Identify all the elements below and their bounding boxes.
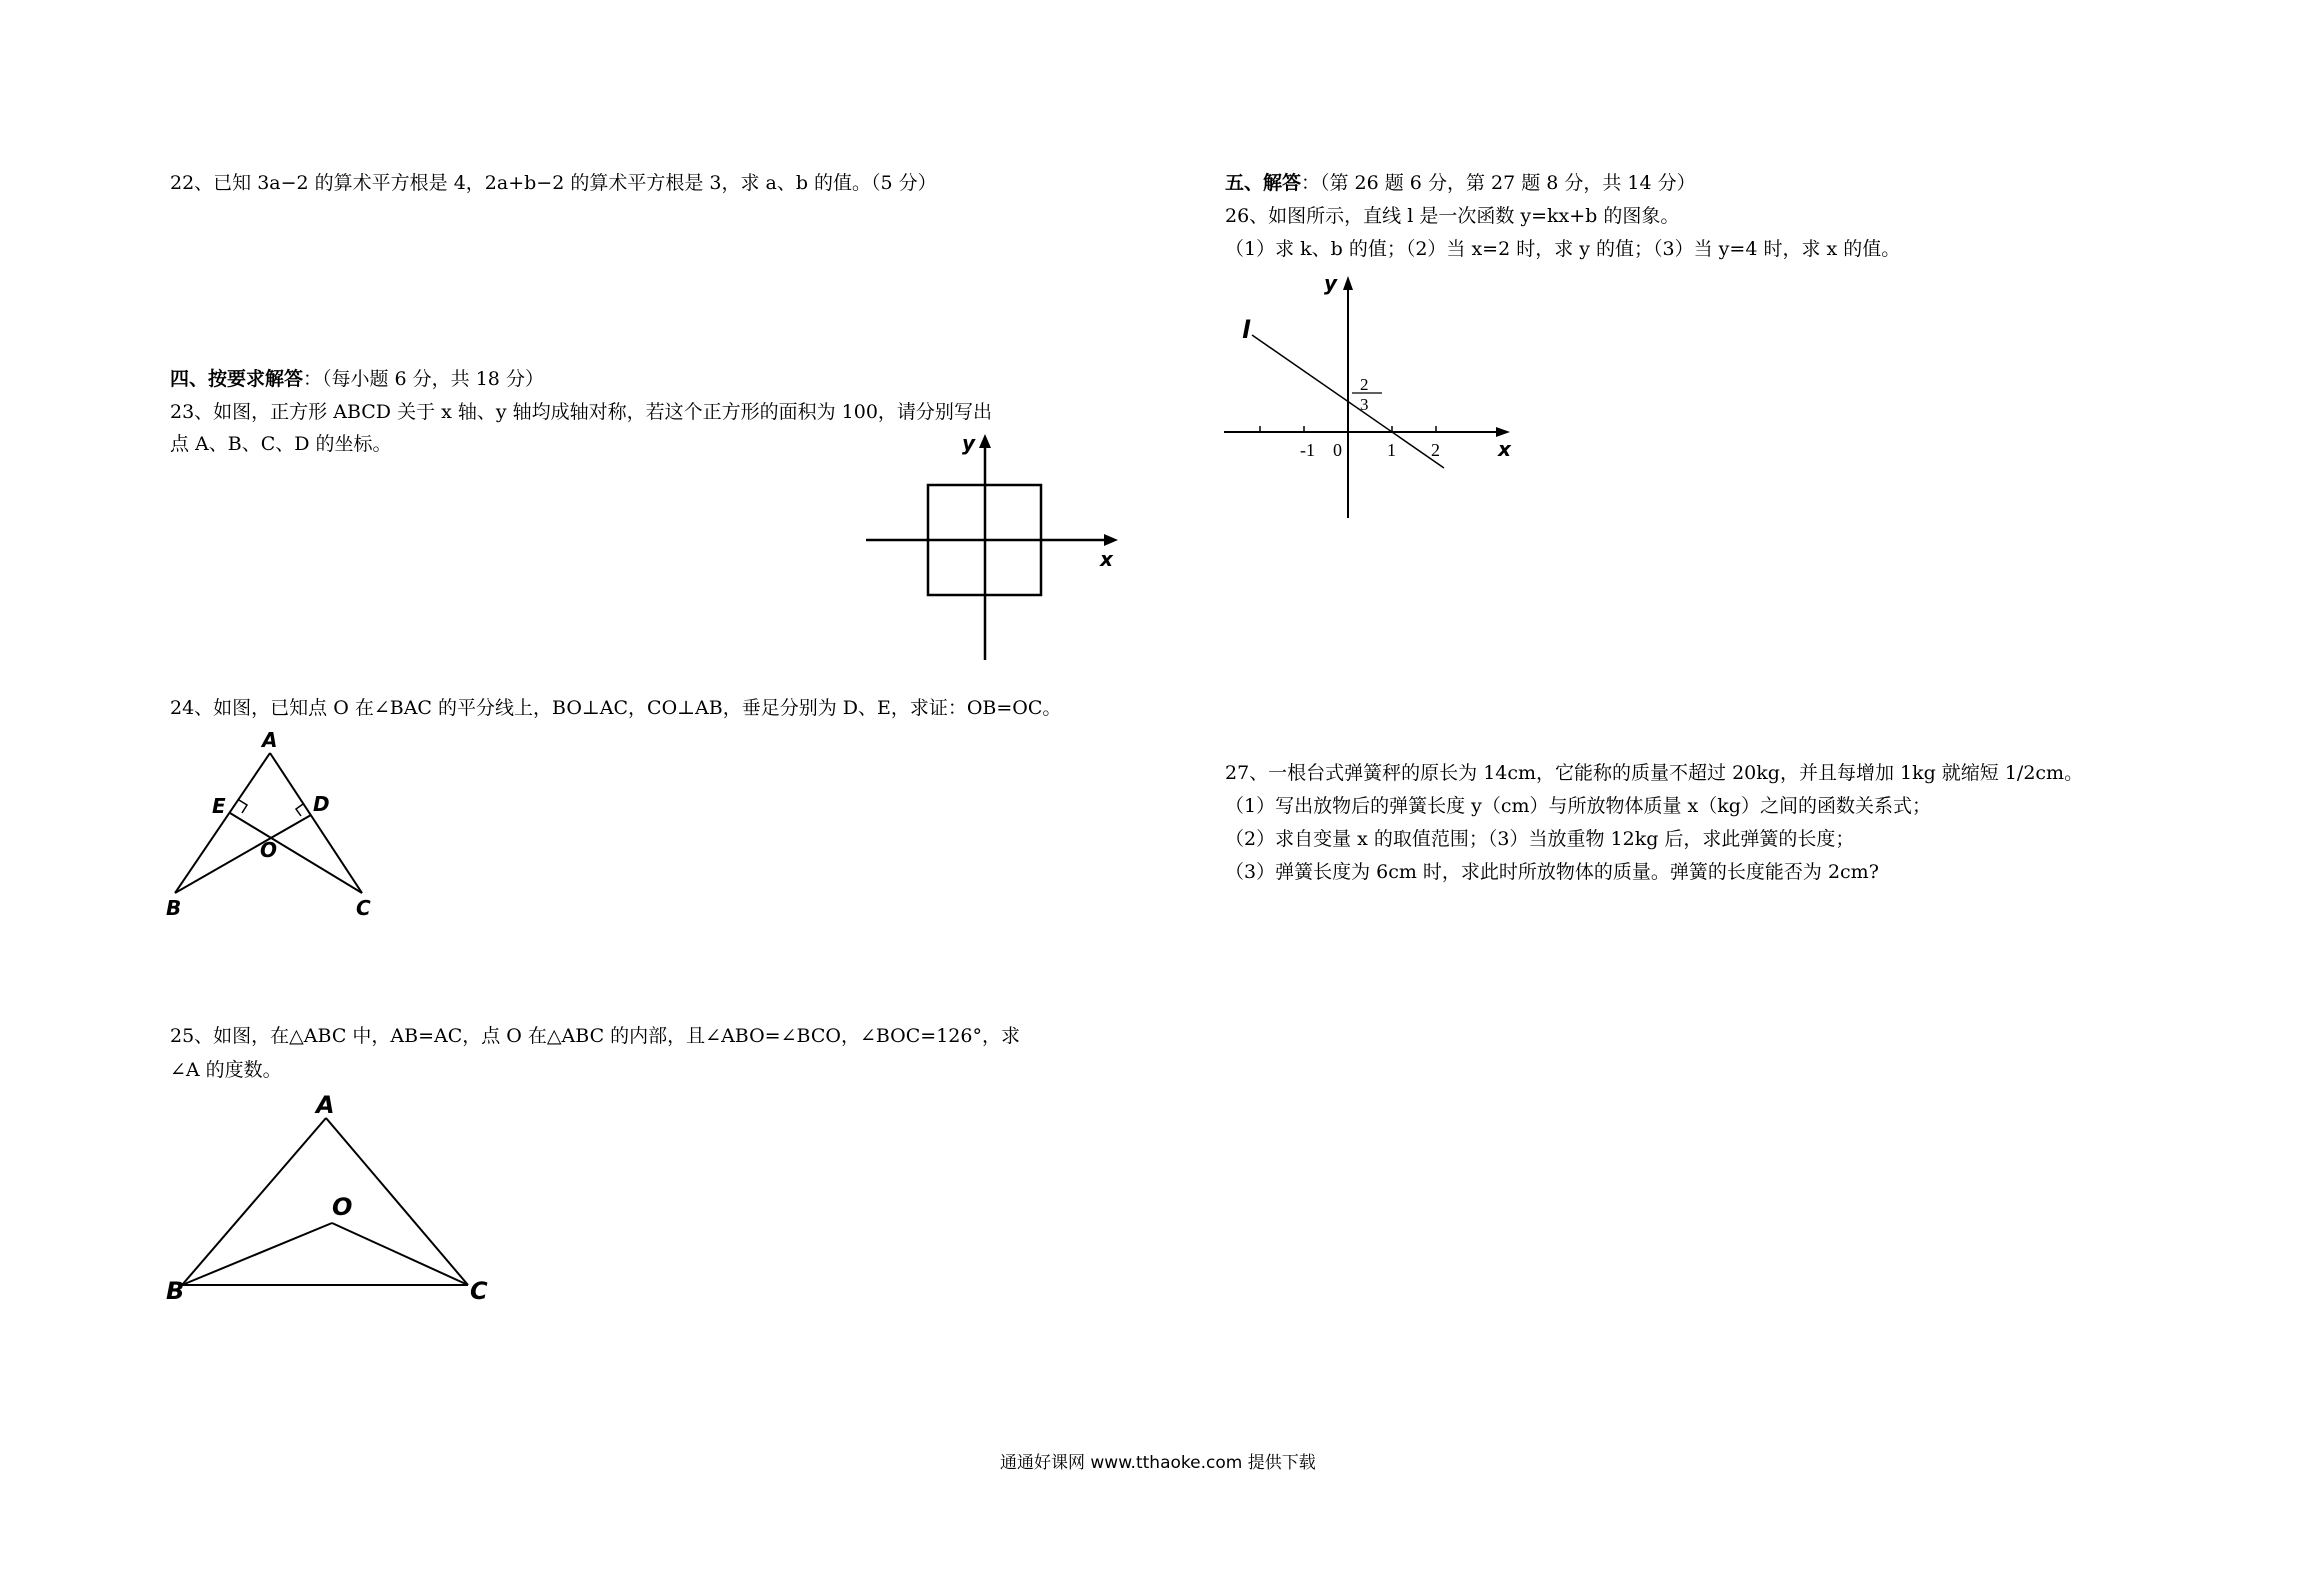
q24-label-a: A bbox=[262, 728, 278, 752]
q25-label-o: O bbox=[332, 1193, 353, 1221]
q26-fraction-denominator: 3 bbox=[1360, 395, 1369, 414]
section-5-note: ：（第 26 题 6 分，第 27 题 8 分，共 14 分） bbox=[1301, 172, 1696, 194]
q24-side-ac bbox=[270, 753, 362, 893]
section-5-title: 五、解答 bbox=[1225, 172, 1302, 194]
q25-label-c: C bbox=[470, 1277, 488, 1305]
q26-tick-label: 1 bbox=[1387, 440, 1396, 460]
q24-right-angle-d bbox=[296, 804, 303, 816]
section-4-heading bbox=[170, 366, 544, 392]
question-22: 22、已知 3a−2 的算术平方根是 4，2a+b−2 的算术平方根是 3，求 a、b 的值。（5 分） bbox=[170, 172, 937, 194]
footer-text: 通通好课网 www.tthaoke.com 提供下载 bbox=[1000, 1453, 1316, 1473]
q24-label-e: E bbox=[212, 794, 226, 818]
q26-tick-label: -1 bbox=[1300, 440, 1315, 460]
q23-y-label: y bbox=[962, 431, 976, 455]
q23-x-arrow-icon bbox=[1104, 534, 1118, 546]
q26-graph-figure bbox=[1220, 270, 1520, 525]
q23-x-label: x bbox=[1100, 547, 1113, 571]
q26-y-arrow-icon bbox=[1343, 276, 1353, 290]
q24-label-c: C bbox=[356, 896, 371, 920]
question-26-line2: （1）求 k、b 的值；（2）当 x=2 时，求 y 的值；（3）当 y=4 时，求 x 的值。 bbox=[1225, 238, 1901, 260]
q26-fraction-numerator: 2 bbox=[1360, 375, 1369, 394]
q24-label-d: D bbox=[313, 792, 330, 816]
q25-segment-bo bbox=[182, 1223, 332, 1285]
question-27-line3: （2）求自变量 x 的取值范围；（3）当放重物 12kg 后，求此弹簧的长度； bbox=[1225, 828, 1855, 850]
question-25-line1: 25、如图，在△ABC 中，AB=AC，点 O 在△ABC 的内部，且∠ABO=∠BCO，∠BOC=126°，求 bbox=[170, 1025, 1020, 1047]
question-25-line2: ∠A 的度数。 bbox=[170, 1059, 282, 1081]
q25-side-ab bbox=[182, 1118, 326, 1285]
q23-y-arrow-icon bbox=[979, 434, 991, 448]
q26-tick-label: 0 bbox=[1333, 440, 1342, 460]
question-23-line2: 点 A、B、C、D 的坐标。 bbox=[170, 433, 392, 455]
q24-segment-ce bbox=[230, 813, 362, 893]
q24-side-ab bbox=[175, 753, 270, 893]
question-27-line2: （1）写出放物后的弹簧长度 y（cm）与所放物体质量 x（kg）之间的函数关系式； bbox=[1225, 795, 1931, 817]
q24-right-angle-e bbox=[239, 800, 247, 813]
q26-x-label: x bbox=[1498, 437, 1511, 461]
q24-segment-bd bbox=[175, 815, 311, 893]
question-23-line1: 23、如图，正方形 ABCD 关于 x 轴、y 轴均成轴对称，若这个正方形的面积为 100，请分别写出 bbox=[170, 401, 992, 423]
q26-line-label: l bbox=[1242, 316, 1251, 344]
q24-label-o: O bbox=[260, 838, 278, 862]
question-26-line1: 26、如图所示，直线 l 是一次函数 y=kx+b 的图象。 bbox=[1225, 205, 1680, 227]
q24-label-b: B bbox=[166, 896, 182, 920]
q26-y-label: y bbox=[1324, 271, 1338, 295]
question-27-line1: 27、一根台式弹簧秤的原长为 14cm，它能称的质量不超过 20kg，并且每增加 1kg 就缩短 1/2cm。 bbox=[1225, 762, 2084, 784]
q25-triangle-figure bbox=[160, 1085, 500, 1310]
q25-label-a: A bbox=[316, 1091, 335, 1119]
section-4-note: ：（每小题 6 分，共 18 分） bbox=[303, 368, 544, 390]
q24-triangle-figure bbox=[160, 725, 390, 925]
section-5-heading bbox=[1225, 170, 1696, 196]
q25-label-b: B bbox=[166, 1277, 185, 1305]
q26-x-arrow-icon bbox=[1496, 427, 1510, 437]
q26-tick-label: 2 bbox=[1431, 440, 1440, 460]
question-27-line4: （3）弹簧长度为 6cm 时，求此时所放物体的质量。弹簧的长度能否为 2cm? bbox=[1225, 861, 1879, 883]
question-24: 24、如图，已知点 O 在∠BAC 的平分线上，BO⊥AC，CO⊥AB，垂足分别为 D、E，求证：OB=OC。 bbox=[170, 697, 1062, 719]
section-4-title: 四、按要求解答 bbox=[170, 368, 304, 390]
q23-square-figure bbox=[860, 430, 1120, 670]
q25-segment-oc bbox=[332, 1223, 468, 1285]
